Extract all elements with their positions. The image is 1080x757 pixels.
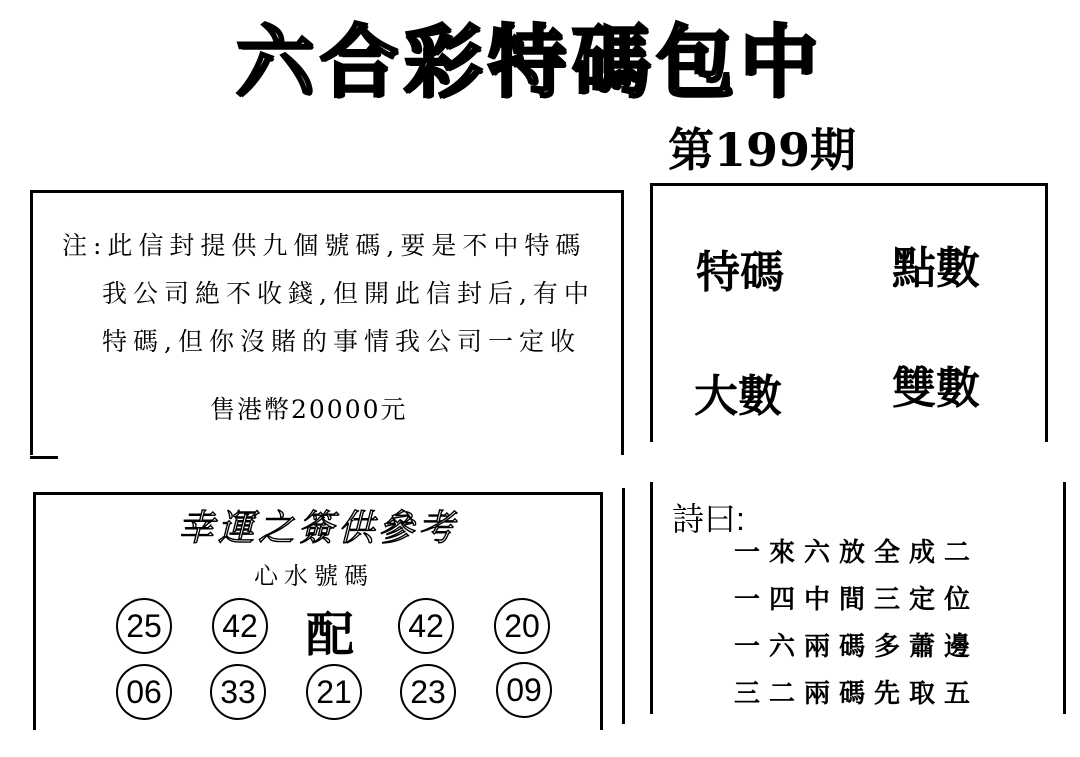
lucky-title: 幸運之簽供參考 [178, 508, 459, 549]
option-special-number: 特碼 [696, 248, 784, 297]
note-text [62, 222, 602, 366]
number-ball: 21 [306, 664, 362, 720]
note-line: 我公司絶不收錢,但開此信封后,有中 [102, 279, 595, 308]
poem-line: 一來六放全成二 [734, 538, 980, 568]
note-line: 特碼,但你沒賭的事情我公司一定收 [102, 327, 581, 356]
poem-line: 三二兩碼先取五 [734, 679, 980, 709]
page-title: 六合彩特碼包中 [235, 17, 824, 108]
option-big-number: 大數 [694, 372, 782, 421]
number-ball: 25 [116, 598, 172, 654]
poem-label: 詩曰: [672, 501, 745, 537]
number-ball: 33 [210, 664, 266, 720]
poem-line: 一六兩碼多蕭邊 [734, 632, 980, 662]
number-ball: 06 [116, 664, 172, 720]
divider [622, 488, 625, 724]
poem-lines [734, 530, 979, 718]
number-ball: 23 [400, 664, 456, 720]
note-line: 注:此信封提供九個號碼,要是不中特碼 [62, 231, 587, 260]
lucky-subtitle: 心水號碼 [254, 562, 374, 590]
number-ball: 20 [494, 598, 550, 654]
option-points: 點數 [892, 244, 980, 293]
number-ball: 42 [398, 598, 454, 654]
option-even-number: 雙數 [892, 364, 980, 413]
pair-mark: 配 [306, 607, 355, 663]
price-text: 售港幣20000元 [210, 395, 408, 424]
poem-line: 一四中間三定位 [734, 585, 980, 615]
number-ball: 09 [496, 662, 552, 718]
number-ball: 42 [212, 598, 268, 654]
issue-number: 第199期 [668, 123, 857, 177]
